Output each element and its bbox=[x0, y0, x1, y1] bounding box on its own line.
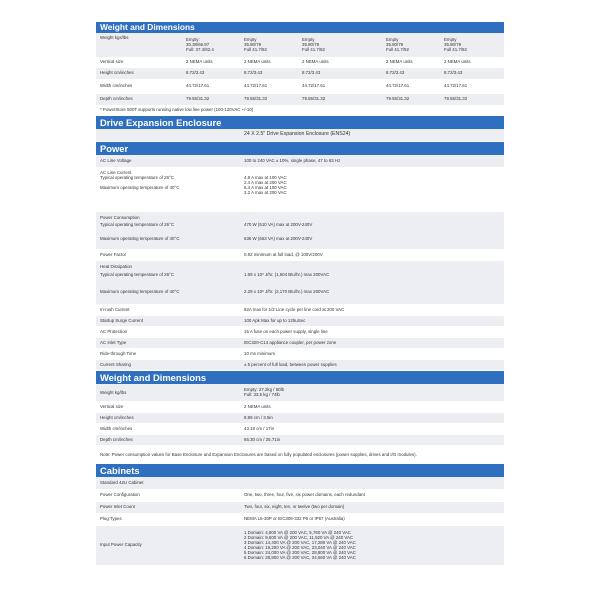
section-header-weight-dimensions: Weight and Dimensions bbox=[96, 22, 504, 33]
table-row bbox=[96, 446, 504, 464]
table-row bbox=[96, 129, 504, 142]
cell: 2 NEMA units bbox=[240, 57, 298, 67]
row-label: Depth cm/inches bbox=[96, 93, 182, 105]
power-table bbox=[96, 155, 504, 371]
row-value: NEMA L6-30P or IEC309-332 P6 or IP57 (Australia) bbox=[240, 513, 504, 525]
section-header-drive-expansion: Drive Expansion Enclosure bbox=[96, 116, 504, 129]
row-value: IEC320-C14 appliance coupler, per power zone bbox=[240, 337, 504, 348]
cell: Empty 35.80/79 Full 41.7/92 bbox=[298, 33, 382, 57]
table-row bbox=[96, 249, 504, 260]
table-row bbox=[96, 326, 504, 337]
table-row bbox=[96, 413, 504, 424]
row-label: Depth cm/inches bbox=[96, 435, 240, 446]
row-value: 15 A fuse on each power supply, single line bbox=[240, 326, 504, 337]
cell: 2 NEMA units bbox=[298, 57, 382, 67]
table-row bbox=[96, 337, 504, 348]
cell: Empty 35.80/79 Full 41.7/92 bbox=[240, 33, 298, 57]
row-value: 65.30 cm / 25.71in bbox=[240, 435, 504, 446]
table-row bbox=[96, 525, 504, 565]
row-label: AC Line Voltage bbox=[96, 155, 240, 167]
row-label: Vertical size bbox=[96, 57, 182, 67]
row-label: Power Factor bbox=[96, 249, 240, 260]
cell: Empty 35.80/79 Full 41.7/92 bbox=[382, 33, 440, 57]
row-label: Startup Surge Current bbox=[96, 315, 240, 326]
table-row bbox=[96, 33, 504, 57]
row-value: 0.92 minimum at full load, @ 100V/200V bbox=[240, 249, 504, 260]
cell: 2 NEMA units bbox=[440, 57, 504, 67]
row-label: AC Line Current Typical operating temperature of 26°C Maximum operating temperature of 40°C bbox=[96, 167, 240, 211]
section-header-weight-dimensions-2: Weight and Dimensions bbox=[96, 371, 504, 384]
table-row bbox=[96, 424, 504, 435]
weight-dimensions-table-2 bbox=[96, 384, 504, 465]
cell: 79.55/31.32 bbox=[182, 93, 240, 105]
table-row bbox=[96, 260, 504, 304]
spec-sheet bbox=[96, 22, 504, 566]
row-label: Current Sharing bbox=[96, 359, 240, 370]
table-row bbox=[96, 348, 504, 359]
row-value: 2 NEMA units bbox=[240, 402, 504, 413]
cell: 44.72/17.61 bbox=[382, 79, 440, 93]
cell: 8.72/3.43 bbox=[240, 67, 298, 79]
row-label: Plug Types bbox=[96, 513, 240, 525]
row-value: ± 5 percent of full load, between power supplies bbox=[240, 359, 504, 370]
row-value: 1.69 x 10⁶ J/hr. (1,604 Btu/hr.) max 200VAC 2.29 x 10⁶ J/hr. (2,170 Btu/hr.) max 200VAC bbox=[240, 260, 504, 304]
cell: 44.72/17.61 bbox=[298, 79, 382, 93]
table-row bbox=[96, 384, 504, 402]
table-row bbox=[96, 67, 504, 79]
cell: 79.55/31.32 bbox=[240, 93, 298, 105]
cell: 8.72/3.43 bbox=[182, 67, 240, 79]
section-header-power: Power bbox=[96, 142, 504, 155]
cell: 44.72/17.61 bbox=[240, 79, 298, 93]
row-label: AC Inlet Type bbox=[96, 337, 240, 348]
row-label: Ride-through Time bbox=[96, 348, 240, 359]
weight-dimensions-table bbox=[96, 33, 504, 116]
cell: 44.72/17.61 bbox=[440, 79, 504, 93]
cell: 44.72/17.61 bbox=[182, 79, 240, 93]
table-row bbox=[96, 304, 504, 315]
cell: 2 NEMA units bbox=[382, 57, 440, 67]
row-label: Height cm/inches bbox=[96, 67, 182, 79]
cell: 79.55/31.32 bbox=[298, 93, 382, 105]
row-value: 8.89 cm / 3.5in bbox=[240, 413, 504, 424]
table-row bbox=[96, 167, 504, 211]
row-value: 470 W (510 VA) max at 200V-240V 636 W (663 VA) max at 200V-240V bbox=[240, 211, 504, 249]
row-value: 100 to 240 VAC ± 10%, single phase, 47 to 63 Hz bbox=[240, 155, 504, 167]
row-value: 43.18 cm / 17in bbox=[240, 424, 504, 435]
power-note: Note: Power consumption values for Base Enclosure and Expansion Enclosures are based on fully populated enclosures (power supplies, drives and I/O modules). bbox=[96, 446, 504, 464]
cabinets-table bbox=[96, 477, 504, 566]
row-label: Standard 42U Cabinet bbox=[96, 477, 504, 489]
enclosure-subtitle: 24 X 2.5" Drive Expansion Enclosure (ENS24) bbox=[240, 129, 504, 142]
row-value: 10 ms minimum bbox=[240, 348, 504, 359]
table-row bbox=[96, 79, 504, 93]
section-header-cabinets: Cabinets bbox=[96, 464, 504, 477]
row-value: One, two, three, four, five, six power domains, each redundant bbox=[240, 489, 504, 501]
row-label: Width cm/inches bbox=[96, 424, 240, 435]
row-label: Width cm/inches bbox=[96, 79, 182, 93]
row-label: Power Configuration bbox=[96, 489, 240, 501]
table-row bbox=[96, 501, 504, 513]
row-label: Vertical size bbox=[96, 402, 240, 413]
row-label: Power Consumption Typical operating temperature of 26°C Maximum operating temperature of 40°C bbox=[96, 211, 240, 249]
row-label: Input Power Capacity bbox=[96, 525, 240, 565]
row-value: Empty: 27.2kg / 60lb Full: 33.5 kg / 74lb bbox=[240, 384, 504, 402]
table-row bbox=[96, 105, 504, 115]
table-row bbox=[96, 211, 504, 249]
table-row bbox=[96, 489, 504, 501]
row-label: Weight kg/lbs bbox=[96, 384, 240, 402]
cell: Empty 35.80/79 Full 41.7/92 bbox=[440, 33, 504, 57]
expansion-table bbox=[96, 129, 504, 143]
row-label: Power Inlet Count bbox=[96, 501, 240, 513]
table-row bbox=[96, 477, 504, 489]
row-label: AC Protection bbox=[96, 326, 240, 337]
row-value: 100 Apk Max for up to 125uSec bbox=[240, 315, 504, 326]
cell: Empty: 30.38/66.97 Full: 37.4/82.4 bbox=[182, 33, 240, 57]
cell: 2 NEMA units bbox=[182, 57, 240, 67]
table-row bbox=[96, 315, 504, 326]
cell: 8.72/3.43 bbox=[440, 67, 504, 79]
cell: 8.72/3.43 bbox=[298, 67, 382, 79]
row-label: Weight kgs/lbs bbox=[96, 33, 182, 57]
table-row bbox=[96, 93, 504, 105]
cell: 79.55/31.32 bbox=[382, 93, 440, 105]
table-row bbox=[96, 155, 504, 167]
row-value: Two, four, six, eight, ten, or twelve (two per domain) bbox=[240, 501, 504, 513]
row-label: In-rush Current bbox=[96, 304, 240, 315]
table-row bbox=[96, 435, 504, 446]
row-value: 82A max for 1/2 Line cycle per line cord at 200 VAC bbox=[240, 304, 504, 315]
table-row bbox=[96, 513, 504, 525]
table-row bbox=[96, 359, 504, 370]
cell: 79.55/31.32 bbox=[440, 93, 504, 105]
cell: 8.72/3.43 bbox=[382, 67, 440, 79]
table-row bbox=[96, 402, 504, 413]
row-label: Heat Dissipation Typical operating temperature of 26°C Maximum operating temperature of 40°C bbox=[96, 260, 240, 304]
footnote: * PowerStore 500T supports running native low line power (100-120VAC +/-10) bbox=[96, 105, 504, 115]
row-value: 1 Domain: 4,800 VA @ 200 VAC, 5,760 VA @ 240 VAC 2 Domain: 9,600 VA @ 200 VAC, 11,520 VA @ 240 VAC 3 Domain: 14,400 VA @ 200 VAC, 17,280 VA @ 240 VAC 4 Domain: 19,200 VA @ 200 VAC, 23,040 VA @ 240 VAC 5 Domain: 24,000 VA @ 200 VAC, 28,800 VA @ 240 VAC 6 Domain: 28,800 VA @ 200 VAC, 34,560 VA @ 240 VAC bbox=[240, 525, 504, 565]
row-value: 4.8 A max at 100 VAC 2.4 A max at 200 VAC 6.4 A max at 100 VAC 3.2 A max at 200 VAC bbox=[240, 167, 504, 211]
row-label: Height cm/inches bbox=[96, 413, 240, 424]
table-row bbox=[96, 57, 504, 67]
